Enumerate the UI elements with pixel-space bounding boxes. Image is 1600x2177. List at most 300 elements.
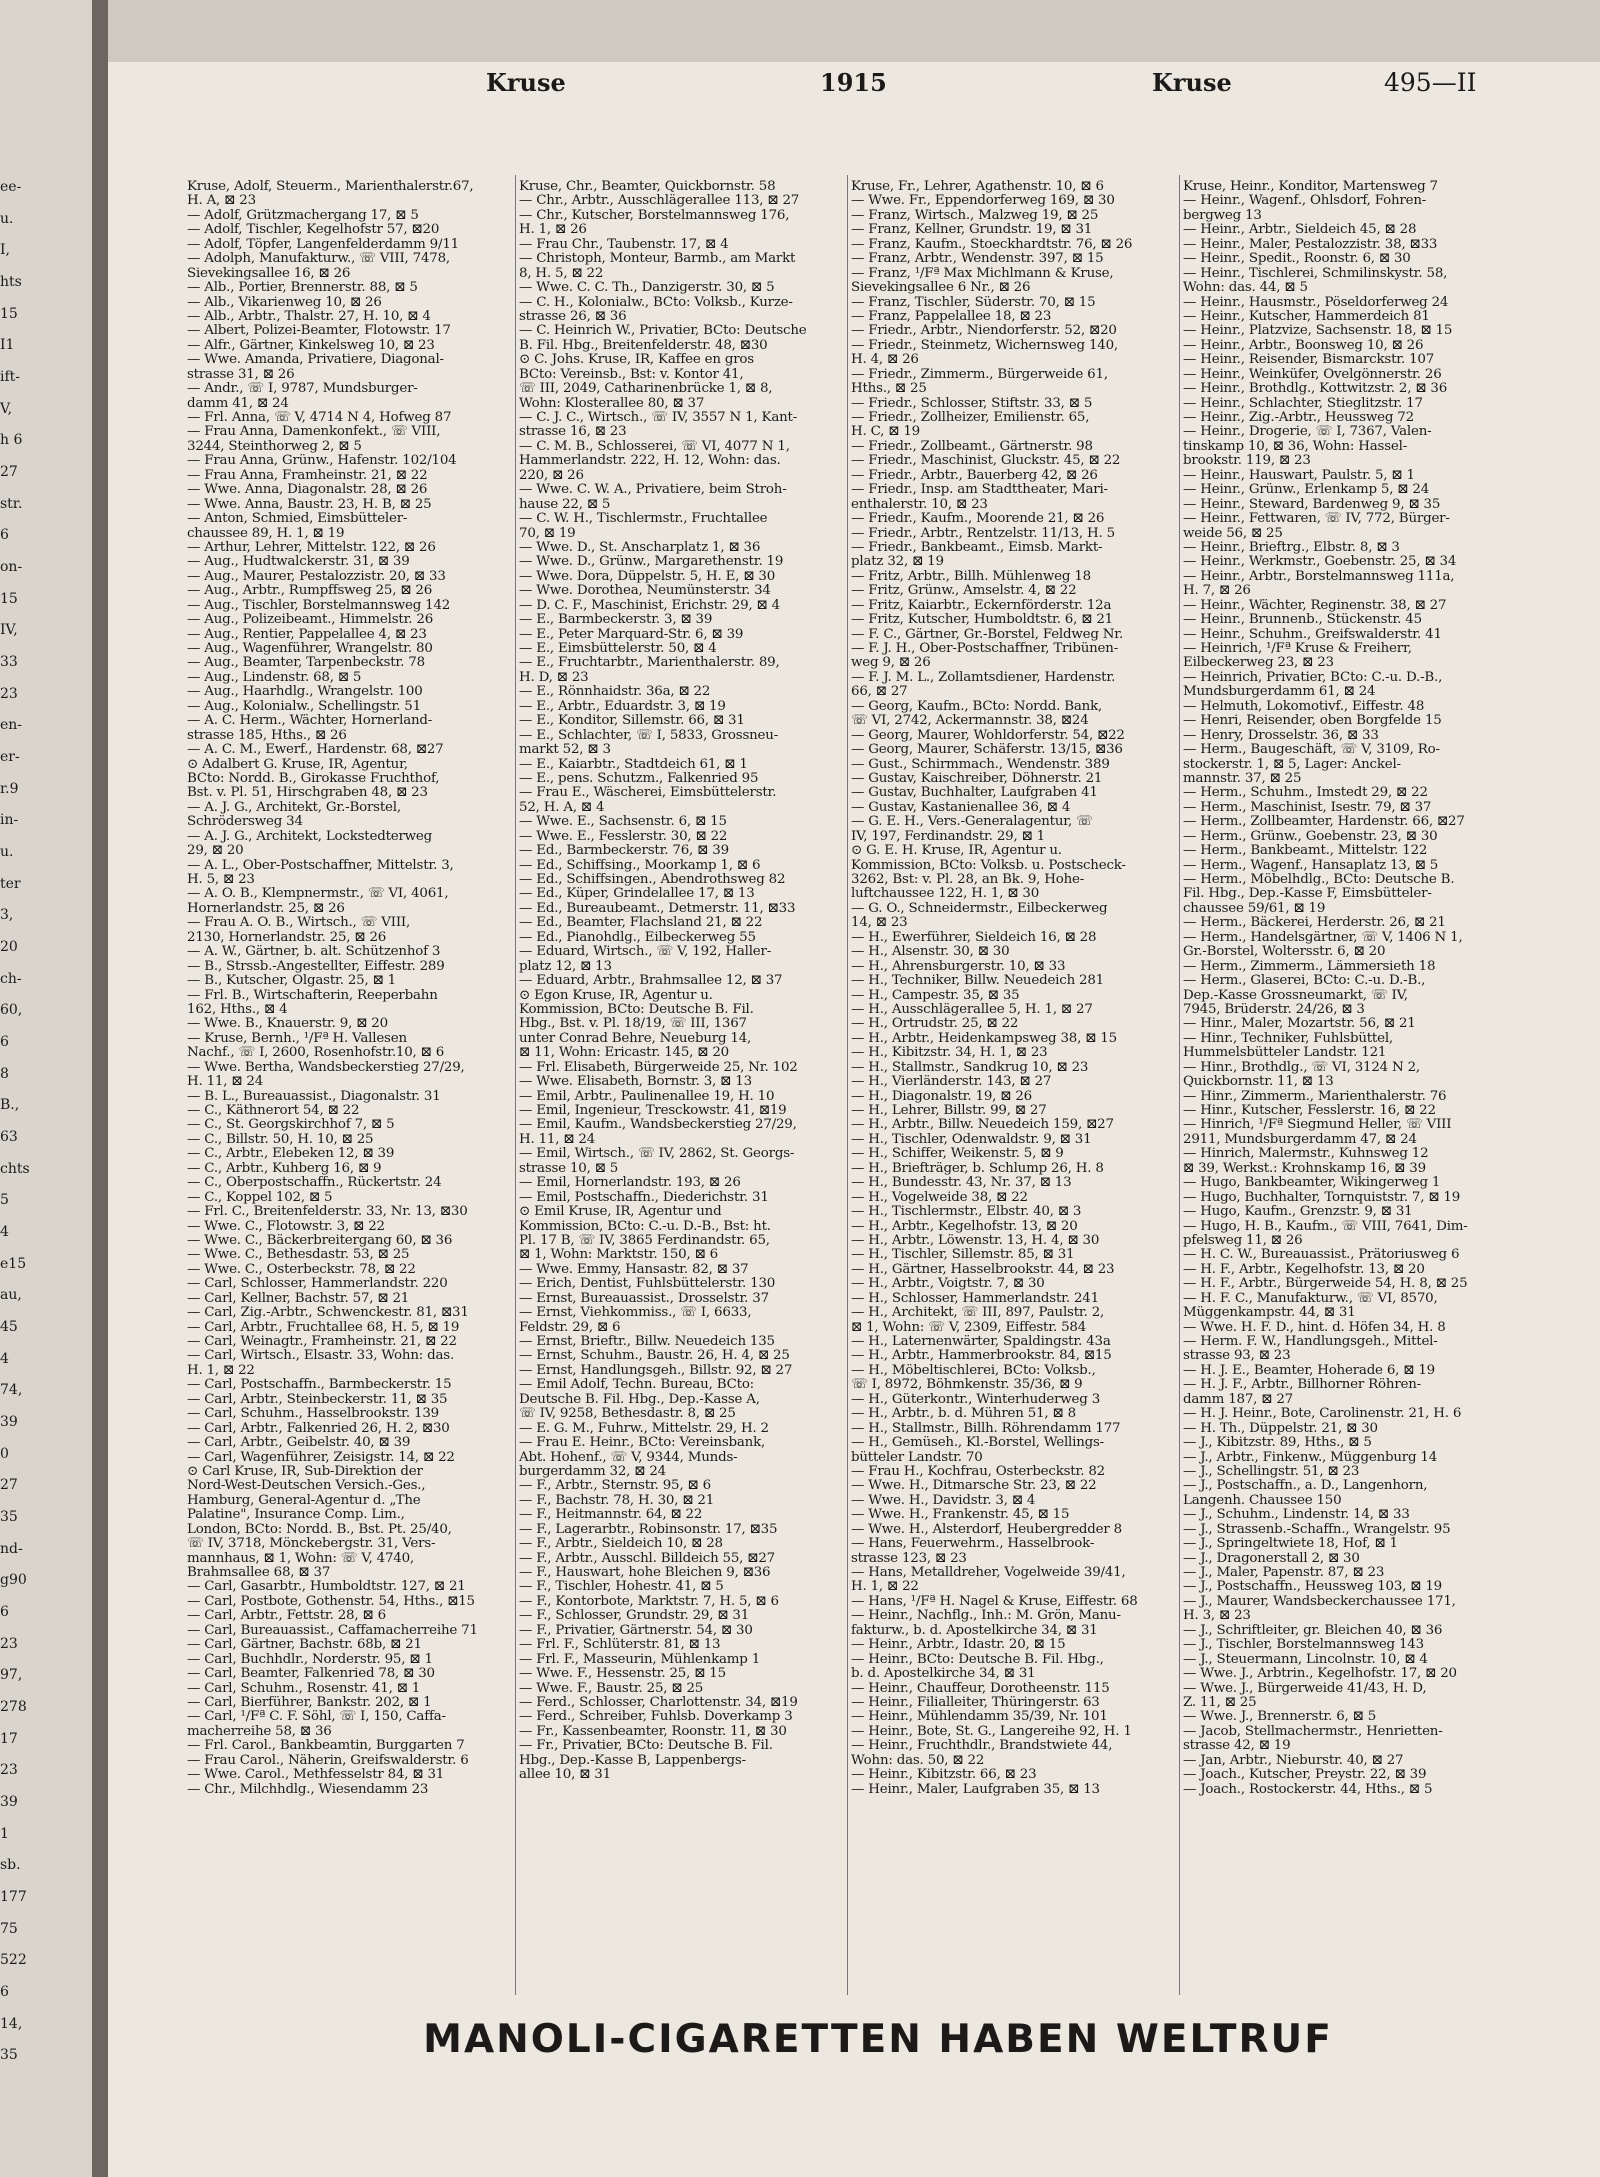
directory-entry-line: — C., Billstr. 50, H. 10, ⊠ 25: [187, 1132, 374, 1147]
adjacent-page-fragment: u.: [0, 210, 14, 227]
directory-entry-line: — Carl, Arbtr., Geibelstr. 40, ⊠ 39: [187, 1436, 411, 1451]
directory-entry-line: — H. F., Arbtr., Bürgerweide 54, H. 8, ⊠ 25: [1183, 1277, 1468, 1292]
directory-entry-line: — H., Ortrudstr. 25, ⊠ 22: [851, 1017, 1019, 1032]
directory-entry-line: — C. H., Kolonialw., BCto: Volksb., Kurze-: [519, 295, 793, 310]
directory-entry-line: — J., Maler, Papenstr. 87, ⊠ 23: [1183, 1566, 1385, 1580]
adjacent-page-fragment: str.: [0, 495, 23, 512]
adjacent-page-fragment: chts: [0, 1160, 30, 1177]
adjacent-page-fragment: 0: [0, 1445, 9, 1462]
directory-entry-line: — Frl. B., Wirtschafterin, Reeperbahn: [187, 988, 438, 1003]
directory-entry-line: — Wwe. C. C. Th., Danzigerstr. 30, ⊠ 5: [519, 281, 775, 296]
directory-entry-line: mannstr. 37, ⊠ 25: [1183, 771, 1302, 786]
adjacent-page-fragment: IV,: [0, 622, 18, 639]
directory-entry-line: — Aug., Polizeibeamt., Himmelstr. 26: [187, 613, 434, 628]
directory-entry-line: — Wwe. D., Grünw., Margarethenstr. 19: [519, 555, 784, 570]
directory-entry-line: — Wwe. Carol., Methfesselstr 84, ⊠ 31: [187, 1768, 445, 1783]
directory-entry-line: brookstr. 119, ⊠ 23: [1183, 454, 1311, 469]
directory-entry-line: — Aug., Beamter, Tarpenbeckstr. 78: [187, 656, 425, 671]
directory-entry-line: ⊠ 1, Wohn: Marktstr. 150, ⊠ 6: [519, 1248, 718, 1263]
directory-entry-line: — Carl, Wirtsch., Elsastr. 33, Wohn: das.: [187, 1349, 455, 1364]
directory-entry-line: — H., Arbtr., Kegelhofstr. 13, ⊠ 20: [851, 1219, 1078, 1234]
directory-entry-line: b. d. Apostelkirche 34, ⊠ 31: [851, 1667, 1036, 1682]
adjacent-page-fragment: en-: [0, 717, 23, 734]
directory-entry-line: — Friedr., Insp. am Stadttheater, Mari-: [851, 483, 1108, 498]
adjacent-page-fragment: 75: [0, 1920, 18, 1937]
directory-entry-line: — Ernst, Brieftr., Billw. Neuedeich 135: [519, 1335, 775, 1349]
directory-entry-line: — Heinr., Grünw., Erlenkamp 5, ⊠ 24: [1183, 483, 1430, 498]
directory-entry-line: Palatine", Insurance Comp. Lim.,: [187, 1508, 405, 1523]
directory-entry-line: strasse 93, ⊠ 23: [1183, 1349, 1291, 1364]
directory-entry-line: — Fritz, Kaiarbtr., Eckernförderstr. 12a: [851, 598, 1112, 613]
directory-entry-line: platz 12, ⊠ 13: [519, 959, 612, 974]
directory-entry-line: strasse 26, ⊠ 36: [519, 309, 627, 324]
directory-entry-line: — H., Güterkontr., Winterhuderweg 3: [851, 1392, 1101, 1407]
directory-entry-line: — Henry, Drosselstr. 36, ⊠ 33: [1183, 728, 1379, 743]
directory-entry-line: Deutsche B. Fil. Hbg., Dep.-Kasse A,: [519, 1392, 760, 1407]
directory-entry-line: BCto: Vereinsb., Bst: v. Kontor 41,: [519, 367, 744, 382]
directory-entry-line: — H., Gemüseh., Kl.-Borstel, Wellings-: [851, 1436, 1105, 1451]
directory-entry-line: — E., Konditor, Sillemstr. 66, ⊠ 31: [519, 714, 745, 729]
directory-entry-line: — Heinr., Mühlendamm 35/39, Nr. 101: [851, 1710, 1108, 1725]
directory-entry-line: — H., Techniker, Billw. Neuedeich 281: [851, 974, 1105, 989]
directory-entry-line: 66, ⊠ 27: [851, 685, 908, 700]
adjacent-page-fragment: 63: [0, 1129, 18, 1145]
directory-entry-line: — J., Maurer, Wandsbeckerchaussee 171,: [1183, 1594, 1456, 1609]
directory-entry-line: — C. M. B., Schlosserei, ☏ VI, 4077 N 1,: [519, 439, 790, 454]
directory-entry-line: — Carl, Postbote, Gothenstr. 54, Hths., ⊠15: [187, 1594, 475, 1609]
directory-entry-line: — Carl, Bureauassist., Caffamacherreihe 71: [187, 1623, 478, 1638]
directory-entry-line: — Chr., Milchhdlg., Wiesendamm 23: [187, 1782, 429, 1797]
directory-entry-line: — C., Käthnerort 54, ⊠ 22: [187, 1104, 360, 1118]
directory-entry-line: — Wwe. H., Frankenstr. 45, ⊠ 15: [851, 1508, 1070, 1523]
directory-entry-line: Nachf., ☏ I, 2600, Rosenhofstr.10, ⊠ 6: [187, 1046, 445, 1061]
directory-entry-line: ⊙ G. E. H. Kruse, IR, Agentur u.: [851, 844, 1062, 859]
directory-entry-line: — Hans, ¹/Fª H. Nagel & Kruse, Eiffestr. 68: [851, 1594, 1138, 1609]
directory-entry-line: Kommission, BCto: Volksb. u. Postscheck-: [851, 858, 1126, 873]
directory-entry-line: Schrödersweg 34: [187, 815, 303, 830]
directory-entry-line: H. 1, ⊠ 22: [851, 1580, 919, 1595]
directory-entry-line: Quickbornstr. 11, ⊠ 13: [1183, 1075, 1334, 1090]
directory-entry-line: Hornerlandstr. 25, ⊠ 26: [187, 901, 345, 916]
directory-entry-line: — Herm. F. W., Handlungsgeh., Mittel-: [1183, 1335, 1438, 1349]
directory-entry-line: — Hinrich, Malermstr., Kuhnsweg 12: [1183, 1147, 1429, 1162]
adjacent-page-fragment: ee-: [0, 179, 22, 195]
directory-entry-line: Kruse, Heinr., Konditor, Martensweg 7: [1183, 180, 1438, 194]
directory-entry-line: — Friedr., Zollheizer, Emilienstr. 65,: [851, 411, 1090, 425]
directory-entry-line: — Herm., Schuhm., Imstedt 29, ⊠ 22: [1183, 786, 1428, 801]
directory-entry-line: weide 56, ⊠ 25: [1183, 526, 1283, 541]
directory-entry-line: Dep.-Kasse Grossneumarkt, ☏ IV,: [1183, 988, 1408, 1003]
directory-entry-line: — Georg, Kaufm., BCto: Nordd. Bank,: [851, 699, 1103, 714]
directory-entry-line: — J., Tischler, Borstelmannsweg 143: [1183, 1638, 1424, 1653]
directory-entry-line: — E., Fruchtarbtr., Marienthalerstr. 89,: [519, 656, 780, 671]
directory-entry-line: — E., Eimsbüttelerstr. 50, ⊠ 4: [519, 642, 717, 656]
directory-entry-line: — H. F. C., Manufakturw., ☏ VI, 8570,: [1183, 1291, 1438, 1306]
directory-entry-line: — H., Schiffer, Weikenstr. 5, ⊠ 9: [851, 1147, 1064, 1162]
adjacent-page-fragment: e15: [0, 1255, 27, 1272]
directory-entry-line: — H., Möbeltischlerei, BCto: Volksb.,: [851, 1363, 1096, 1378]
adjacent-page-fragment: 45: [0, 1319, 18, 1335]
directory-entry-line: 162, Hths., ⊠ 4: [187, 1002, 288, 1017]
adjacent-page-fragment: 522: [0, 1952, 27, 1969]
directory-entry-line: — Ed., Bureaubeamt., Detmerstr. 11, ⊠33: [519, 901, 796, 916]
directory-entry-line: — Friedr., Bankbeamt., Eimsb. Markt-: [851, 540, 1103, 555]
directory-entry-line: hause 22, ⊠ 5: [519, 497, 611, 512]
directory-entry-line: — Aug., Haarhdlg., Wrangelstr. 100: [187, 685, 423, 700]
directory-entry-line: — Heinr., Schlachter, Stieglitzstr. 17: [1183, 396, 1423, 411]
directory-entry-line: — J., Arbtr., Finkenw., Müggenburg 14: [1183, 1450, 1438, 1465]
directory-entry-line: — Hinr., Kutscher, Fesslerstr. 16, ⊠ 22: [1183, 1104, 1436, 1118]
directory-entry-line: — Herm., Glaserei, BCto: C.-u. D.-B.,: [1183, 974, 1426, 989]
directory-entry-line: — Wwe. F., Baustr. 25, ⊠ 25: [519, 1681, 704, 1696]
directory-entry-line: — C. J. C., Wirtsch., ☏ IV, 3557 N 1, Kant-: [519, 411, 798, 425]
directory-entry-line: — Herm., Bäckerei, Herderstr. 26, ⊠ 21: [1183, 916, 1446, 931]
directory-entry-line: Sievekingsallee 16, ⊠ 26: [187, 266, 351, 281]
directory-entry-line: — Albert, Polizei-Beamter, Flotowstr. 17: [187, 324, 451, 339]
adjacent-page-fragment: 27: [0, 464, 18, 480]
directory-column-4: [1183, 180, 1513, 1990]
directory-entry-line: — Adolph, Manufakturw., ☏ VIII, 7478,: [187, 252, 450, 267]
directory-entry-line: Bst. v. Pl. 51, Hirschgraben 48, ⊠ 23: [187, 786, 428, 801]
directory-entry-line: — J., Springeltwiete 18, Hof, ⊠ 1: [1183, 1537, 1398, 1552]
directory-entry-line: — Heinr., Werkmstr., Goebenstr. 25, ⊠ 34: [1183, 555, 1457, 570]
directory-entry-line: — Georg, Maurer, Wohldorferstr. 54, ⊠22: [851, 728, 1125, 743]
directory-entry-line: — Wwe. C., Osterbeckstr. 78, ⊠ 22: [187, 1262, 416, 1277]
directory-entry-line: — Wwe. Bertha, Wandsbeckerstieg 27/29,: [187, 1060, 465, 1075]
directory-entry-line: ⊠ 1, Wohn: ☏ V, 2309, Eiffestr. 584: [851, 1320, 1087, 1335]
directory-entry-line: — Chr., Arbtr., Ausschlägerallee 113, ⊠ 27: [519, 194, 800, 209]
directory-entry-line: — Franz, ¹/Fª Max Michlmann & Kruse,: [851, 266, 1114, 281]
directory-entry-line: 52, H. A, ⊠ 4: [519, 800, 605, 815]
directory-entry-line: — Frl. F., Schlüterstr. 81, ⊠ 13: [519, 1638, 721, 1653]
directory-entry-line: — Frau Anna, Grünw., Hafenstr. 102/104: [187, 454, 457, 469]
directory-entry-line: — J., Dragonerstall 2, ⊠ 30: [1183, 1551, 1360, 1566]
directory-entry-line: — Herm., Bankbeamt., Mittelstr. 122: [1183, 844, 1428, 859]
directory-entry-line: — Wwe. E., Fesslerstr. 30, ⊠ 22: [519, 829, 728, 844]
directory-entry-line: — Friedr., Arbtr., Rentzelstr. 11/13, H. 5: [851, 526, 1115, 541]
directory-entry-line: — Frau Anna, Damenkonfekt., ☏ VIII,: [187, 425, 441, 440]
directory-entry-line: — H., Ahrensburgerstr. 10, ⊠ 33: [851, 959, 1066, 974]
directory-entry-line: — E., Kaiarbtr., Stadtdeich 61, ⊠ 1: [519, 757, 748, 772]
directory-entry-line: — C., Arbtr., Elebeken 12, ⊠ 39: [187, 1147, 395, 1162]
adjacent-page-fragment: I,: [0, 242, 10, 259]
directory-entry-line: Gr.-Borstel, Woltersstr. 6, ⊠ 20: [1183, 945, 1386, 960]
directory-entry-line: — Heinr., Nachflg., Inh.: M. Grön, Manu-: [851, 1609, 1121, 1624]
directory-entry-line: — H., Vogelweide 38, ⊠ 22: [851, 1190, 1028, 1205]
directory-entry-line: — C., Koppel 102, ⊠ 5: [187, 1190, 333, 1205]
directory-entry-line: Kommission, BCto: C.-u. D.-B., Bst: ht.: [519, 1219, 771, 1234]
directory-entry-line: — Hinr., Brothdlg., ☏ VI, 3124 N 2,: [1183, 1060, 1420, 1075]
directory-entry-line: — J., Schellingstr. 51, ⊠ 23: [1183, 1464, 1360, 1479]
directory-entry-line: — Carl, Postschaffn., Barmbeckerstr. 15: [187, 1378, 452, 1393]
directory-entry-line: — Friedr., Maschinist, Gluckstr. 45, ⊠ 22: [851, 454, 1121, 469]
adjacent-page-fragment: sb.: [0, 1857, 21, 1874]
directory-entry-line: London, BCto: Nordd. B., Bst. Pt. 25/40,: [187, 1522, 452, 1537]
directory-entry-line: — Aug., Maurer, Pestalozzistr. 20, ⊠ 33: [187, 569, 446, 584]
directory-entry-line: Hamburg, General-Agentur d. „The: [187, 1493, 421, 1508]
directory-entry-line: Wohn: das. 44, ⊠ 5: [1183, 281, 1308, 296]
directory-entry-line: — Aug., Wagenführer, Wrangelstr. 80: [187, 642, 433, 656]
directory-entry-line: — Heinr., Zig.-Arbtr., Heussweg 72: [1183, 411, 1414, 425]
directory-entry-line: ⊠ 39, Werkst.: Krohnskamp 16, ⊠ 39: [1183, 1161, 1426, 1176]
directory-entry-line: — Aug., Rentier, Pappelallee 4, ⊠ 23: [187, 627, 427, 642]
directory-entry-line: — Carl, Weinagtr., Framheinstr. 21, ⊠ 22: [187, 1335, 457, 1349]
directory-entry-line: — Alb., Vikarienweg 10, ⊠ 26: [187, 295, 382, 310]
directory-entry-line: — H., Arbtr., Hammerbrookstr. 84, ⊠15: [851, 1349, 1112, 1364]
adjacent-page-fragment: 8: [0, 1065, 9, 1082]
directory-entry-line: ⊙ C. Johs. Kruse, IR, Kaffee en gros: [519, 353, 754, 368]
directory-entry-line: — Aug., Arbtr., Rumpffsweg 25, ⊠ 26: [187, 584, 433, 599]
directory-entry-line: — Gustav, Kaischreiber, Döhnerstr. 21: [851, 771, 1103, 786]
directory-entry-line: — Wwe. C. W. A., Privatiere, beim Stroh-: [519, 483, 787, 498]
directory-entry-line: — Heinr., Arbtr., Boonsweg 10, ⊠ 26: [1183, 338, 1424, 353]
directory-entry-line: — B., Kutscher, Olgastr. 25, ⊠ 1: [187, 974, 396, 989]
directory-entry-line: platz 32, ⊠ 19: [851, 555, 944, 570]
directory-entry-line: — Ed., Küper, Grindelallee 17, ⊠ 13: [519, 887, 755, 902]
directory-entry-line: — Eduard, Arbtr., Brahmsallee 12, ⊠ 37: [519, 974, 783, 989]
directory-entry-line: — Heinr., Weinküfer, Övelgönnerstr. 26: [1183, 367, 1442, 382]
adjacent-page-fragment: 4: [0, 1224, 9, 1240]
directory-entry-line: tinskamp 10, ⊠ 36, Wohn: Hassel-: [1183, 439, 1408, 454]
directory-entry-line: — Heinr., Schuhm., Greifswalderstr. 41: [1183, 627, 1442, 642]
directory-entry-line: — H., Lehrer, Billstr. 99, ⊠ 27: [851, 1104, 1047, 1118]
directory-entry-line: Brahmsallee 68, ⊠ 37: [187, 1566, 331, 1580]
directory-entry-line: — Emil, Hornerlandstr. 193, ⊠ 26: [519, 1176, 741, 1191]
directory-entry-line: — Herm., Baugeschäft, ☏ V, 3109, Ro-: [1183, 743, 1440, 758]
directory-entry-line: — H., Kibitzstr. 34, H. 1, ⊠ 23: [851, 1046, 1048, 1061]
directory-entry-line: — Wwe. Elisabeth, Bornstr. 3, ⊠ 13: [519, 1075, 752, 1090]
directory-entry-line: — Ed., Schiffsing., Moorkamp 1, ⊠ 6: [519, 858, 761, 873]
adjacent-page-fragment: ift-: [0, 369, 21, 385]
directory-entry-line: — Carl, Beamter, Falkenried 78, ⊠ 30: [187, 1667, 435, 1682]
directory-entry-line: — Emil, Arbtr., Paulinenallee 19, H. 10: [519, 1089, 775, 1104]
directory-entry-line: — J., Strassenb.-Schaffn., Wrangelstr. 95: [1183, 1522, 1451, 1537]
directory-entry-line: — Emil, Postschaffn., Diederichstr. 31: [519, 1190, 769, 1205]
directory-entry-line: — Christoph, Monteur, Barmb., am Markt: [519, 252, 796, 267]
directory-entry-line: — Fritz, Kutscher, Humboldtstr. 6, ⊠ 21: [851, 613, 1113, 628]
directory-entry-line: — F., Tischler, Hohestr. 41, ⊠ 5: [519, 1580, 724, 1595]
directory-entry-line: BCto: Nordd. B., Girokasse Fruchthof,: [187, 771, 440, 786]
directory-entry-line: 14, ⊠ 23: [851, 916, 908, 931]
directory-entry-line: — Hans, Metalldreher, Vogelweide 39/41,: [851, 1566, 1126, 1580]
directory-entry-line: Feldstr. 29, ⊠ 6: [519, 1320, 621, 1335]
directory-entry-line: — Joach., Kutscher, Preystr. 22, ⊠ 39: [1183, 1768, 1427, 1783]
directory-entry-line: — A. O. B., Klempnermstr., ☏ VI, 4061,: [187, 887, 449, 902]
directory-entry-line: — F. J. H., Ober-Postschaffner, Tribünen-: [851, 642, 1119, 656]
directory-entry-line: ⊙ Carl Kruse, IR, Sub-Direktion der: [187, 1464, 423, 1479]
directory-entry-line: — F., Arbtr., Sternstr. 95, ⊠ 6: [519, 1479, 711, 1494]
directory-entry-line: — Herm., Möbelhdlg., BCto: Deutsche B.: [1183, 873, 1455, 887]
directory-entry-line: — Heinr., BCto: Deutsche B. Fil. Hbg.,: [851, 1652, 1104, 1667]
adjacent-page-fragment: 6: [0, 1604, 9, 1620]
directory-entry-line: — H., Tischler, Odenwaldstr. 9, ⊠ 31: [851, 1132, 1092, 1147]
directory-entry-line: — Hugo, Kaufm., Grenzstr. 9, ⊠ 31: [1183, 1205, 1413, 1220]
adjacent-page-edge: [0, 0, 92, 2177]
directory-entry-line: — F., Arbtr., Ausschl. Billdeich 55, ⊠27: [519, 1551, 775, 1566]
directory-entry-line: — Frau Chr., Taubenstr. 17, ⊠ 4: [519, 237, 729, 252]
directory-entry-line: Z. 11, ⊠ 25: [1183, 1695, 1257, 1710]
directory-entry-line: — Carl, Arbtr., Steinbeckerstr. 11, ⊠ 35: [187, 1392, 448, 1407]
directory-entry-line: — Friedr., Zollbeamt., Gärtnerstr. 98: [851, 439, 1093, 454]
directory-entry-line: — H., Schlosser, Hammerlandstr. 241: [851, 1291, 1099, 1306]
directory-entry-line: — Gust., Schirmmach., Wendenstr. 389: [851, 757, 1110, 772]
directory-entry-line: — Herm., Zollbeamter, Hardenstr. 66, ⊠27: [1183, 815, 1465, 830]
directory-entry-line: 8, H. 5, ⊠ 22: [519, 266, 604, 281]
directory-entry-line: ☏ IV, 3718, Mönckebergstr. 31, Vers-: [187, 1537, 436, 1552]
directory-entry-line: — Carl, Schuhm., Rosenstr. 41, ⊠ 1: [187, 1681, 421, 1696]
directory-entry-line: 29, ⊠ 20: [187, 844, 244, 859]
directory-entry-line: allee 10, ⊠ 31: [519, 1768, 611, 1783]
directory-entry-line: — J., Schriftleiter, gr. Bleichen 40, ⊠ 36: [1183, 1623, 1443, 1638]
directory-entry-line: — A. W., Gärtner, b. alt. Schützenhof 3: [187, 945, 441, 960]
directory-entry-line: — F. C., Gärtner, Gr.-Borstel, Feldweg Nr.: [851, 627, 1124, 642]
directory-entry-line: — Anton, Schmied, Eimsbütteler-: [187, 512, 408, 527]
directory-entry-line: — D. C. F., Maschinist, Erichstr. 29, ⊠ 4: [519, 598, 780, 613]
adjacent-page-fragment: 4: [0, 1350, 9, 1367]
directory-entry-line: — Heinrich, Privatier, BCto: C.-u. D.-B.,: [1183, 670, 1443, 685]
directory-entry-line: — Heinr., Brothdlg., Kottwitzstr. 2, ⊠ 36: [1183, 382, 1448, 397]
directory-entry-line: Abt. Hohenf., ☏ V, 9344, Munds-: [519, 1450, 738, 1465]
directory-entry-line: Wohn: das. 50, ⊠ 22: [851, 1753, 985, 1768]
directory-entry-line: — H., Alsenstr. 30, ⊠ 30: [851, 945, 1010, 960]
directory-entry-line: — Heinr., Drogerie, ☏ I, 7367, Valen-: [1183, 425, 1432, 440]
directory-entry-line: — F., Privatier, Gärtnerstr. 54, ⊠ 30: [519, 1623, 753, 1638]
directory-entry-line: — H., Stallmstr., Billh. Röhrendamm 177: [851, 1421, 1121, 1436]
directory-entry-line: — Ferd., Schreiber, Fuhlsb. Doverkamp 3: [519, 1710, 793, 1725]
directory-entry-line: H. 3, ⊠ 23: [1183, 1609, 1251, 1624]
directory-entry-line: — Wwe. H., Alsterdorf, Heubergredder 8: [851, 1522, 1122, 1537]
directory-entry-line: — Fritz, Grünw., Amselstr. 4, ⊠ 22: [851, 584, 1077, 599]
directory-entry-line: enthalerstr. 10, ⊠ 23: [851, 497, 988, 512]
directory-entry-line: — Frl. F., Masseurin, Mühlenkamp 1: [519, 1652, 761, 1667]
directory-entry-line: — Friedr., Arbtr., Niendorferstr. 52, ⊠20: [851, 324, 1117, 339]
directory-entry-line: H. 11, ⊠ 24: [519, 1132, 596, 1147]
directory-entry-line: — Jan, Arbtr., Nieburstr. 40, ⊠ 27: [1183, 1753, 1404, 1768]
directory-entry-line: — Andr., ☏ I, 9787, Mundsburger-: [187, 382, 418, 397]
directory-entry-line: — Heinr., Platzvize, Sachsenstr. 18, ⊠ 15: [1183, 324, 1453, 339]
directory-entry-line: — Heinr., Arbtr., Borstelmannsweg 111a,: [1183, 569, 1455, 584]
directory-entry-line: — H. C. W., Bureauassist., Prätoriusweg 6: [1183, 1248, 1460, 1263]
directory-entry-line: — Carl, Gasarbtr., Humboldtstr. 127, ⊠ 21: [187, 1580, 466, 1595]
directory-entry-line: — Henri, Reisender, oben Borgfelde 15: [1183, 714, 1442, 729]
directory-entry-line: — H., Tischler, Sillemstr. 85, ⊠ 31: [851, 1248, 1075, 1263]
directory-entry-line: — Friedr., Zimmerm., Bürgerweide 61,: [851, 367, 1108, 382]
directory-entry-line: strasse 10, ⊠ 5: [519, 1161, 619, 1176]
directory-entry-line: — E. G. M., Fuhrw., Mittelstr. 29, H. 2: [519, 1421, 769, 1436]
adjacent-page-fragment: u.: [0, 844, 14, 860]
directory-entry-line: — C., Oberpostschaffn., Rückertstr. 24: [187, 1176, 442, 1191]
directory-entry-line: — Herm., Zimmerm., Lämmersieth 18: [1183, 959, 1436, 974]
directory-entry-line: — Fr., Privatier, BCto: Deutsche B. Fil.: [519, 1739, 773, 1754]
directory-entry-line: — Arthur, Lehrer, Mittelstr. 122, ⊠ 26: [187, 540, 436, 555]
header-name-right: Kruse: [1152, 68, 1232, 97]
directory-entry-line: Langenh. Chaussee 150: [1183, 1493, 1342, 1508]
header-name-left: Kruse: [486, 68, 566, 97]
directory-entry-line: — Heinr., Reisender, Bismarckstr. 107: [1183, 353, 1435, 368]
directory-entry-line: — Adolf, Grützmachergang 17, ⊠ 5: [187, 208, 419, 223]
directory-entry-line: Hammerlandstr. 222, H. 12, Wohn: das.: [519, 454, 781, 469]
adjacent-page-fragment: 35: [0, 2047, 18, 2064]
directory-entry-line: damm 187, ⊠ 27: [1183, 1392, 1293, 1407]
directory-entry-line: — Carl, Arbtr., Falkenried 26, H. 2, ⊠30: [187, 1421, 450, 1436]
directory-entry-line: H. A, ⊠ 23: [187, 194, 256, 209]
directory-entry-line: — Frau A. O. B., Wirtsch., ☏ VIII,: [187, 916, 411, 931]
directory-entry-line: — H., Arbtr., Löwenstr. 13, H. 4, ⊠ 30: [851, 1233, 1100, 1248]
adjacent-page-fragment: ter: [0, 875, 21, 892]
directory-entry-line: — Wwe. F., Hessenstr. 25, ⊠ 15: [519, 1667, 726, 1682]
directory-entry-line: — Herm., Maschinist, Isestr. 79, ⊠ 37: [1183, 800, 1432, 815]
directory-entry-line: — Heinr., Fettwaren, ☏ IV, 772, Bürger-: [1183, 512, 1450, 527]
directory-entry-line: — Heinr., Maler, Pestalozzistr. 38, ⊠33: [1183, 237, 1438, 252]
directory-entry-line: — Wwe. Anna, Baustr. 23, H. B, ⊠ 25: [187, 497, 432, 512]
directory-entry-line: — F., Arbtr., Sieldeich 10, ⊠ 28: [519, 1537, 723, 1552]
directory-entry-line: — Ed., Barmbeckerstr. 76, ⊠ 39: [519, 844, 729, 859]
directory-entry-line: — Heinr., Maler, Laufgraben 35, ⊠ 13: [851, 1782, 1100, 1797]
directory-entry-line: — Herm., Wagenf., Hansaplatz 13, ⊠ 5: [1183, 858, 1439, 873]
directory-entry-line: — A. L., Ober-Postschaffner, Mittelstr. 3,: [187, 858, 454, 873]
directory-entry-line: — Frau Anna, Framheinstr. 21, ⊠ 22: [187, 468, 428, 483]
directory-entry-line: fakturw., b. d. Apostelkirche 34, ⊠ 31: [851, 1623, 1098, 1638]
directory-entry-line: — Heinr., Arbtr., Idastr. 20, ⊠ 15: [851, 1638, 1066, 1653]
directory-entry-line: — H., Stallmstr., Sandkrug 10, ⊠ 23: [851, 1060, 1089, 1075]
adjacent-page-fragment: in-: [0, 812, 19, 829]
adjacent-page-fragment: 15: [0, 305, 18, 322]
directory-entry-line: H. 7, ⊠ 26: [1183, 584, 1251, 599]
directory-entry-line: — Carl, ¹/Fª C. F. Söhl, ☏ I, 150, Caffa-: [187, 1710, 446, 1725]
directory-entry-line: Mundsburgerdamm 61, ⊠ 24: [1183, 685, 1376, 700]
directory-entry-line: — Heinr., Wächter, Reginenstr. 38, ⊠ 27: [1183, 598, 1447, 613]
directory-entry-line: Wohn: Klosterallee 80, ⊠ 37: [519, 396, 705, 411]
directory-entry-line: — Hugo, Bankbeamter, Wikingerweg 1: [1183, 1176, 1441, 1191]
directory-entry-line: — Hugo, H. B., Kaufm., ☏ VIII, 7641, Dim-: [1183, 1219, 1468, 1234]
directory-entry-line: — Heinr., Steward, Bardenweg 9, ⊠ 35: [1183, 497, 1441, 512]
directory-entry-line: — Carl, Zig.-Arbtr., Schwenckestr. 81, ⊠31: [187, 1306, 469, 1321]
directory-entry-line: — Aug., Tischler, Borstelmannsweg 142: [187, 598, 451, 613]
directory-entry-line: — Heinr., Hauswart, Paulstr. 5, ⊠ 1: [1183, 468, 1415, 483]
directory-entry-line: H. 5, ⊠ 23: [187, 873, 255, 887]
directory-entry-line: Hbg., Bst. v. Pl. 18/19, ☏ III, 1367: [519, 1017, 747, 1032]
directory-entry-line: strasse 42, ⊠ 19: [1183, 1739, 1291, 1754]
directory-entry-line: Nord-West-Deutschen Versich.-Ges.,: [187, 1479, 426, 1494]
directory-entry-line: — H., Campestr. 35, ⊠ 35: [851, 988, 1020, 1003]
directory-entry-line: bütteler Landstr. 70: [851, 1450, 983, 1465]
directory-entry-line: — Wwe. J., Arbtrin., Kegelhofstr. 17, ⊠ 20: [1183, 1667, 1457, 1682]
directory-entry-line: burgerdamm 32, ⊠ 24: [519, 1464, 666, 1479]
adjacent-page-fragment: 39: [0, 1414, 18, 1430]
directory-entry-line: — Wwe. C., Flotowstr. 3, ⊠ 22: [187, 1219, 385, 1234]
advertisement-banner: MANOLI-CIGARETTEN HABEN WELTRUF: [423, 2017, 1333, 2062]
adjacent-page-fragment: on-: [0, 559, 23, 575]
directory-entry-line: — Eduard, Wirtsch., ☏ V, 192, Haller-: [519, 945, 772, 960]
adjacent-page-fragment: V,: [0, 400, 13, 417]
directory-entry-line: — Fr., Kassenbeamter, Roonstr. 11, ⊠ 30: [519, 1724, 787, 1739]
adjacent-page-fragment: hts: [0, 274, 22, 290]
directory-column-1: [187, 180, 517, 1990]
directory-entry-line: — Hinr., Techniker, Fuhlsbüttel,: [1183, 1031, 1393, 1046]
directory-entry-line: markt 52, ⊠ 3: [519, 743, 611, 758]
adjacent-page-fragment: 27: [0, 1477, 18, 1494]
directory-entry-line: ☏ VI, 2742, Ackermannstr. 38, ⊠24: [851, 714, 1089, 729]
directory-entry-line: ⊠ 11, Wohn: Ericastr. 145, ⊠ 20: [519, 1046, 729, 1061]
directory-entry-line: — Friedr., Arbtr., Bauerberg 42, ⊠ 26: [851, 468, 1098, 483]
directory-entry-line: H. 1, ⊠ 22: [187, 1363, 255, 1378]
directory-entry-line: — F., Kontorbote, Marktstr. 7, H. 5, ⊠ 6: [519, 1594, 779, 1609]
directory-entry-line: — H., Bundesstr. 43, Nr. 37, ⊠ 13: [851, 1176, 1072, 1191]
directory-entry-line: — Frl. Elisabeth, Bürgerweide 25, Nr. 102: [519, 1060, 798, 1075]
directory-entry-line: — B., Strssb.-Angestellter, Eiffestr. 289: [187, 959, 445, 974]
adjacent-page-fragment: 17: [0, 1730, 18, 1747]
directory-entry-line: — Helmuth, Lokomotivf., Eiffestr. 48: [1183, 699, 1425, 714]
